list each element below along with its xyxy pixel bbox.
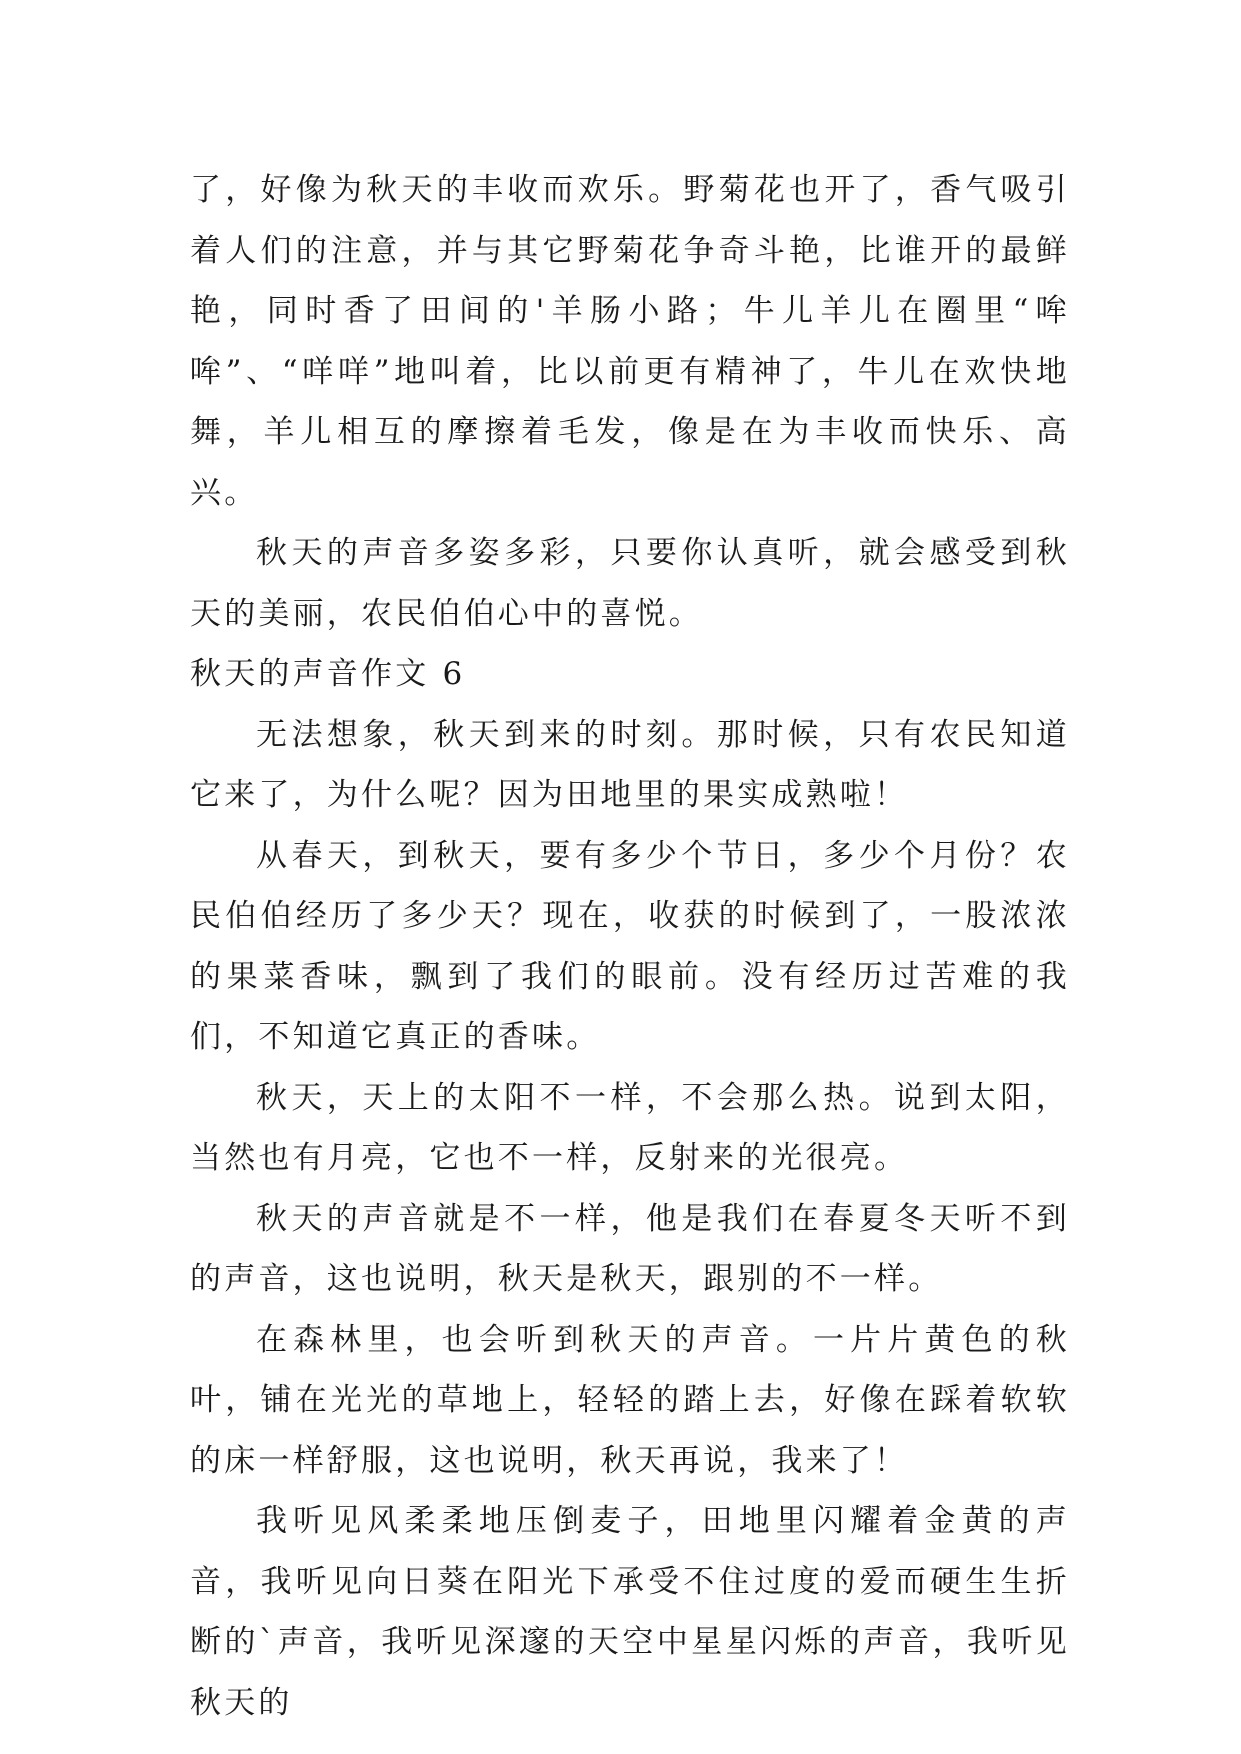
paragraph: 秋天的声音就是不一样，他是我们在春夏冬天听不到的声音，这也说明，秋天是秋天，跟别的不一样。 — [190, 1200, 1070, 1297]
document-body — [190, 160, 1070, 1733]
section-heading: 秋天的声音作文 6 — [190, 656, 466, 692]
paragraph: 从春天，到秋天，要有多少个节日，多少个月份？农民伯伯经历了多少天？现在，收获的时候到了，一股浓浓的果菜香味，飘到了我们的眼前。没有经历过苦难的我们，不知道它真正的香味。 — [190, 837, 1070, 1055]
paragraph: 无法想象，秋天到来的时刻。那时候，只有农民知道它来了，为什么呢？因为田地里的果实成熟啦！ — [190, 716, 1070, 813]
paragraph: 秋天，天上的太阳不一样，不会那么热。说到太阳，当然也有月亮，它也不一样，反射来的光很亮。 — [190, 1079, 1070, 1176]
paragraph: 在森林里，也会听到秋天的声音。一片片黄色的秋叶，铺在光光的草地上，轻轻的踏上去，好像在踩着软软的床一样舒服，这也说明，秋天再说，我来了！ — [190, 1321, 1070, 1479]
paragraph: 秋天的声音多姿多彩，只要你认真听，就会感受到秋天的美丽，农民伯伯心中的喜悦。 — [190, 535, 1070, 632]
paragraph-continuation: 了，好像为秋天的丰收而欢乐。野菊花也开了，香气吸引着人们的注意，并与其它野菊花争奇斗艳，比谁开的最鲜艳，同时香了田间的'羊肠小路；牛儿羊儿在圈里“哞哞”、“咩咩”地叫着，比以前更有精神了，牛儿在欢快地舞，羊儿相互的摩擦着毛发，像是在为丰收而快乐、高兴。 — [190, 172, 1070, 511]
paragraph: 我听见风柔柔地压倒麦子，田地里闪耀着金黄的声音，我听见向日葵在阳光下承受不住过度的爱而硬生生折断的`声音，我听见深邃的天空中星星闪烁的声音，我听见秋天的 — [190, 1503, 1070, 1721]
